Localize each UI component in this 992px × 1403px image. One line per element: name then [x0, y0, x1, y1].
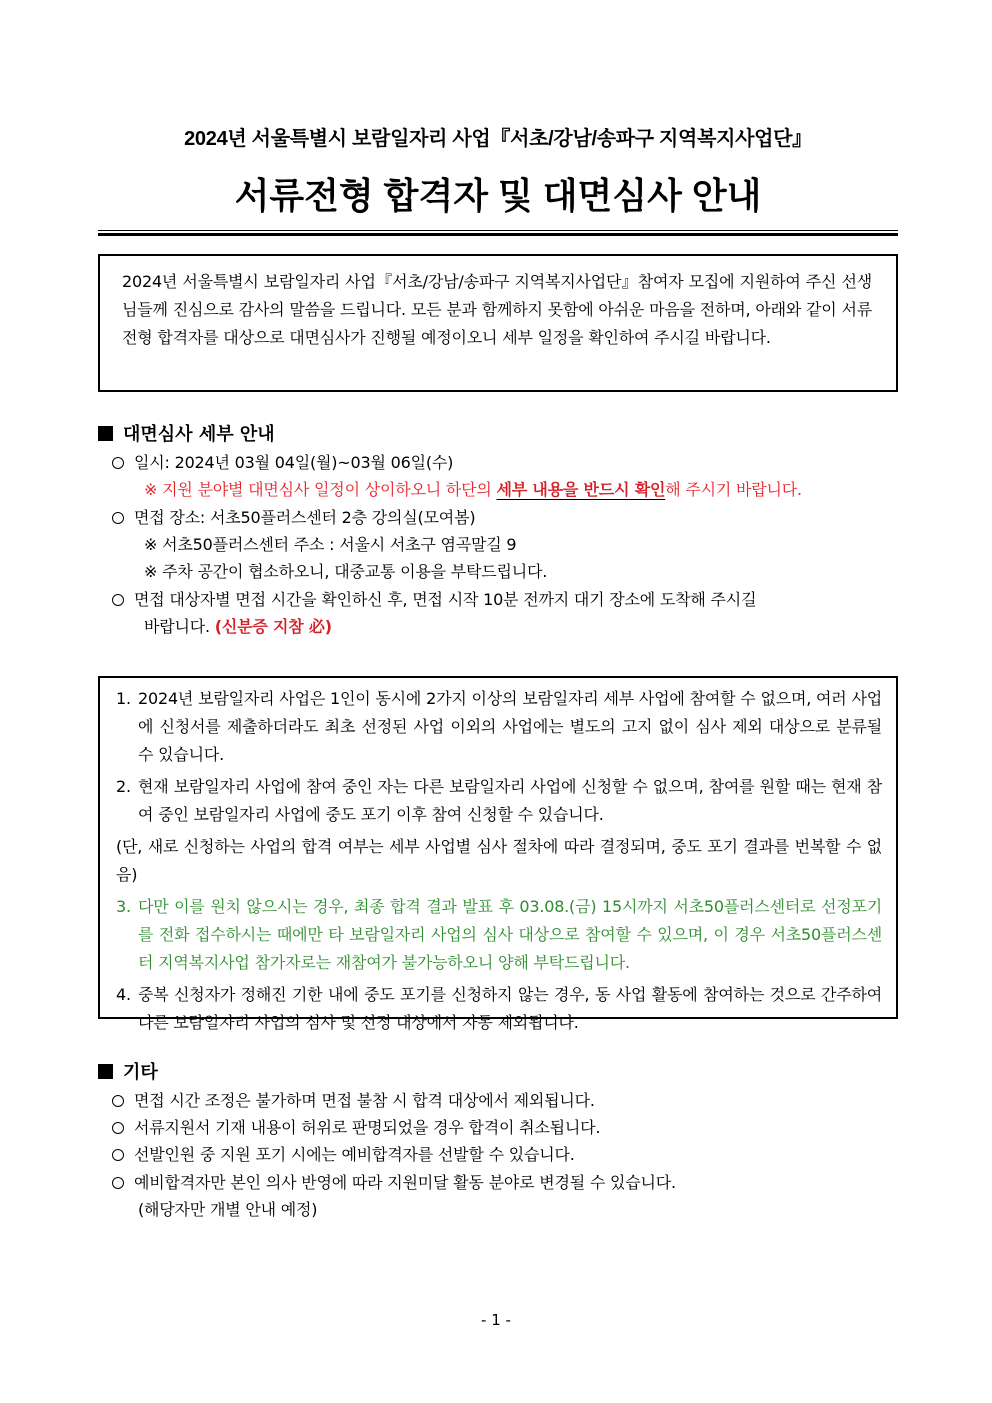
etc-item [112, 1115, 600, 1138]
page-number: - 1 - [481, 1311, 511, 1329]
square-bullet-icon [98, 1064, 113, 1079]
document-title: 서류전형 합격자 및 대면심사 안내 [234, 175, 762, 216]
date-note-emphasis: 세부 내용을 반드시 확인 [496, 480, 666, 499]
title-divider [98, 230, 898, 236]
arrival-text-line2: 바랍니다. [144, 617, 215, 636]
etc-item [112, 1142, 575, 1165]
id-required-note: (신분증 지참 必) [214, 617, 332, 636]
etc-item-text: 면접 시간 조정은 불가하며 면접 불참 시 합격 대상에서 제외됩니다. [134, 1091, 595, 1110]
notice-item [116, 981, 882, 1037]
notice-text: 현재 보람일자리 사업에 참여 중인 자는 다른 보람일자리 사업에 신청할 수 없으며, 참여를 원할 때는 현재 참여 중인 보람일자리 사업에 중도 포기 이후 참여 신청할 수 있습니다. [138, 777, 882, 824]
interview-date-text: 일시: 2024년 03월 04일(월)~03월 06일(수) [134, 453, 454, 472]
circle-bullet-icon [112, 1095, 124, 1107]
etc-item-text: 선발인원 중 지원 포기 시에는 예비합격자를 선발할 수 있습니다. [134, 1145, 575, 1164]
notice-box [98, 676, 898, 1032]
parking-note: ※ 주차 공간이 협소하오니, 대중교통 이용을 부탁드립니다. [144, 562, 548, 581]
etc-section-heading [98, 1058, 158, 1084]
circle-bullet-icon [112, 1122, 124, 1134]
interview-place-text: 면접 장소: 서초50플러스센터 2층 강의실(모여봄) [134, 508, 476, 527]
notice-item-caveat [110, 833, 882, 889]
arrival-instruction-cont [144, 614, 332, 637]
notice-text: 2024년 보람일자리 사업은 1인이 동시에 2가지 이상의 보람일자리 세부 사업에 참여할 수 없으며, 여러 사업에 신청서를 제출하더라도 최초 선정된 사업 이외의 사업에는 별도의 고지 없이 심사 제외 대상으로 분류될 수 있습니다. [138, 689, 882, 764]
intro-text: 2024년 서울특별시 보람일자리 사업『서초/강남/송파구 지역복지사업단』참여자 모집에 지원하여 주신 선생님들께 진심으로 감사의 말씀을 드립니다. 모든 분과 함께하지 못함에 아쉬운 마음을 전하며, 아래와 같이 서류전형 합격자를 대상으로 대면심사가 진행될 예정이오니 세부 일정을 확인하여 주시길 바랍니다. [122, 272, 872, 347]
intro-box [98, 254, 898, 392]
etc-item-note: (해당자만 개별 안내 예정) [138, 1200, 318, 1219]
section-heading-text: 기타 [123, 1062, 158, 1083]
notice-item-highlight [116, 893, 882, 977]
notice-text: 다만 이를 원치 않으시는 경우, 최종 합격 결과 발표 후 03.08.(금) 15시까지 서초50플러스센터로 선정포기를 전화 접수하시는 때에만 타 보람일자리 사업의 심사 대상으로 참여할 수 있으며, 이 경우 서초50플러스센터 지역복지사업 참가자로는 재참여가 불가능하오니 양해 부탁드립니다. [138, 897, 882, 972]
notice-number: 4. [116, 985, 131, 1004]
circle-bullet-icon [112, 457, 124, 469]
document-subtitle: 2024년 서울특별시 보람일자리 사업『서초/강남/송파구 지역복지사업단』 [184, 128, 812, 150]
interview-place [112, 505, 475, 528]
date-note-suffix: 해 주시기 바랍니다. [665, 480, 802, 499]
etc-item-text: 예비합격자만 본인 의사 반영에 따라 지원미달 활동 분야로 변경될 수 있습니다. [134, 1173, 676, 1192]
etc-item-text: 서류지원서 기재 내용이 허위로 판명되었을 경우 합격이 취소됩니다. [134, 1118, 601, 1137]
arrival-instruction [112, 587, 756, 610]
notice-text: 중복 신청자가 정해진 기한 내에 중도 포기를 신청하지 않는 경우, 동 사업 활동에 참여하는 것으로 간주하여 다른 보람일자리 사업의 심사 및 선정 대상에서 자동 제외됩니다. [138, 985, 882, 1032]
section-heading-text: 대면심사 세부 안내 [123, 424, 275, 445]
notice-number: 2. [116, 777, 131, 796]
address-note: ※ 서초50플러스센터 주소 : 서울시 서초구 염곡말길 9 [144, 535, 517, 554]
notice-item [116, 685, 882, 769]
arrival-text-line1: 면접 대상자별 면접 시간을 확인하신 후, 면접 시작 10분 전까지 대기 장소에 도착해 주시길 [134, 590, 757, 609]
circle-bullet-icon [112, 1149, 124, 1161]
notice-text: (단, 새로 신청하는 사업의 합격 여부는 세부 사업별 심사 절차에 따라 결정되며, 중도 포기 결과를 번복할 수 없음) [116, 837, 882, 884]
etc-item [112, 1088, 595, 1111]
circle-bullet-icon [112, 1177, 124, 1189]
date-note-prefix: ※ 지원 분야별 대면심사 일정이 상이하오니 하단의 [144, 480, 497, 499]
notice-number: 1. [116, 689, 131, 708]
etc-item [112, 1170, 676, 1193]
circle-bullet-icon [112, 512, 124, 524]
interview-date-note [144, 477, 802, 500]
square-bullet-icon [98, 426, 113, 441]
notice-item [116, 773, 882, 829]
interview-section-heading [98, 420, 275, 446]
interview-date [112, 450, 453, 473]
notice-number: 3. [116, 897, 131, 916]
circle-bullet-icon [112, 594, 124, 606]
